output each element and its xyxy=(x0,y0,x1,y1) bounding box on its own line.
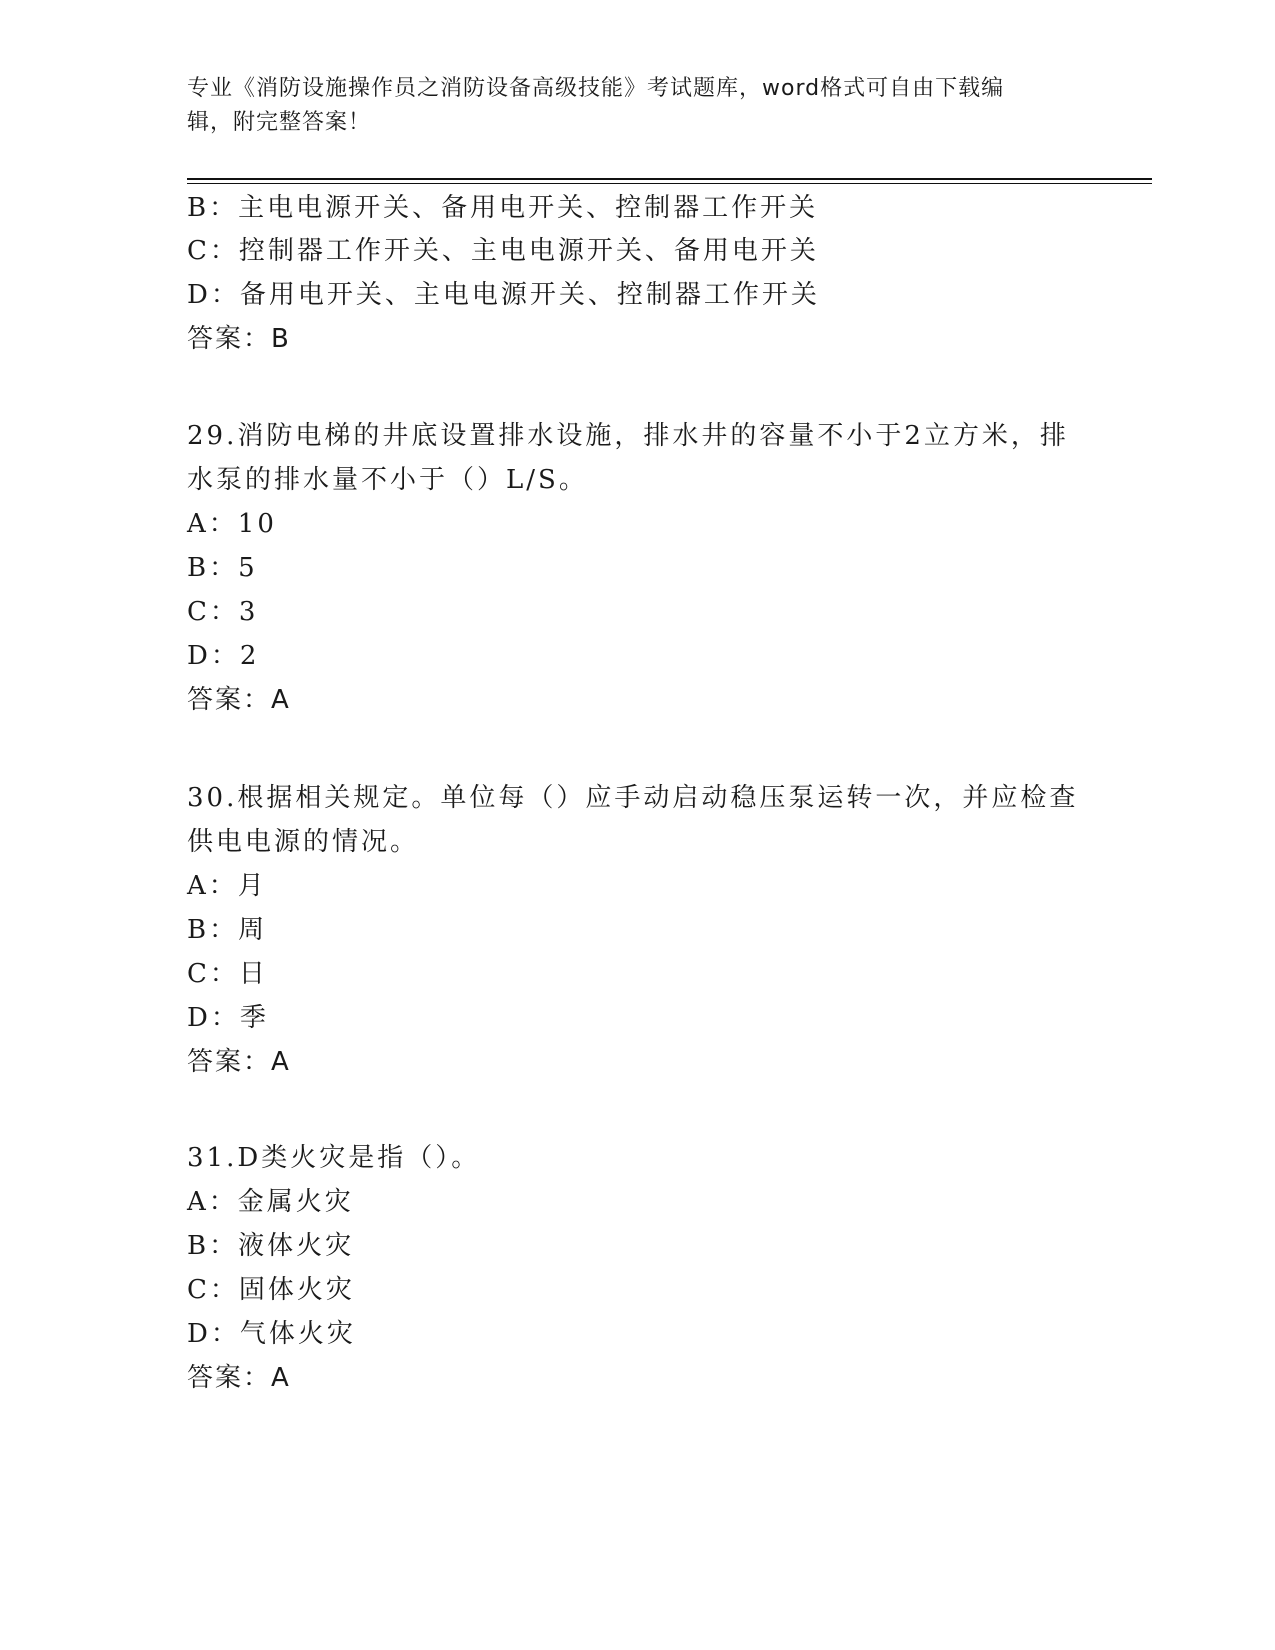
q30-option-d: D：季 xyxy=(187,1003,269,1033)
q30-answer: 答案：A xyxy=(187,1047,291,1077)
q30-option-b: B：周 xyxy=(187,915,268,945)
q31-stem-line-1: 31.D类火灾是指（）。 xyxy=(187,1143,481,1173)
q30-stem-line-2: 供电电源的情况。 xyxy=(187,827,420,857)
header-divider-thin xyxy=(187,183,1152,184)
q29-stem-line-2: 水泵的排水量不小于（）L/S。 xyxy=(187,465,588,495)
q28-option-b: B：主电电源开关、备用电开关、控制器工作开关 xyxy=(187,193,819,223)
q30-option-c: C：日 xyxy=(187,959,268,989)
q28-answer: 答案：B xyxy=(187,324,291,354)
q30-stem-line-1: 30.根据相关规定。单位每（）应手动启动稳压泵运转一次，并应检查 xyxy=(187,783,1079,813)
q31-option-a: A：金属火灾 xyxy=(187,1187,354,1217)
q31-answer: 答案：A xyxy=(187,1363,291,1393)
q29-answer: 答案：A xyxy=(187,685,291,715)
q29-option-d: D：2 xyxy=(187,641,260,671)
q31-option-d: D：气体火灾 xyxy=(187,1319,356,1349)
q30-option-a: A：月 xyxy=(187,871,267,901)
q29-stem-line-1: 29.消防电梯的井底设置排水设施，排水井的容量不小于2立方米，排 xyxy=(187,421,1069,451)
header-line-2: 辑，附完整答案！ xyxy=(187,110,372,135)
q29-option-a: A：10 xyxy=(187,509,277,539)
q31-option-c: C：固体火灾 xyxy=(187,1275,355,1305)
q28-option-c: C：控制器工作开关、主电电源开关、备用电开关 xyxy=(187,236,819,266)
header-line-1: 专业《消防设施操作员之消防设备高级技能》考试题库，word格式可自由下载编 xyxy=(187,76,1005,101)
q31-option-b: B：液体火灾 xyxy=(187,1231,355,1261)
q29-option-b: B：5 xyxy=(187,553,258,583)
q28-option-d: D：备用电开关、主电电源开关、控制器工作开关 xyxy=(187,280,820,310)
q29-option-c: C：3 xyxy=(187,597,259,627)
document-header xyxy=(187,72,1067,140)
header-divider-thick xyxy=(187,178,1152,180)
